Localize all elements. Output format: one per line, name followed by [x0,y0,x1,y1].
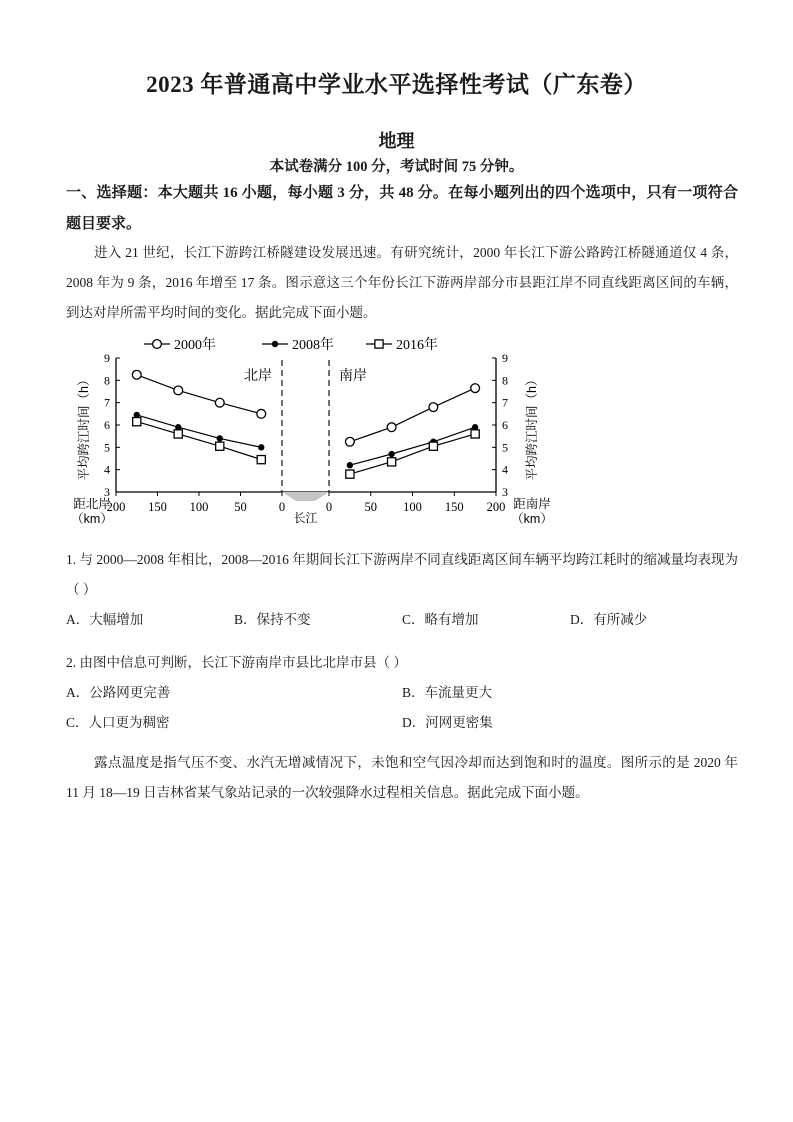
right-y-tick-label: 3 [502,485,508,499]
north-point-2016年 [216,442,224,450]
chart-canvas [66,330,738,542]
right-y-tick-label: 7 [502,395,508,410]
left-y-tick-label: 5 [104,440,110,455]
left-y-tick-label: 8 [104,373,110,388]
right-x-tick-label: 100 [403,500,422,514]
right-y-tick-label: 9 [502,351,508,365]
north-point-2008年 [217,436,222,441]
question-1 [66,545,738,635]
south-point-2016年 [346,470,354,478]
question-2-option-a[interactable]: A．公路网更完善 [66,685,171,700]
question-1-number: 1. [66,552,77,567]
north-point-2016年 [133,418,141,426]
south-point-2016年 [388,458,396,466]
question-2-options-row-1 [66,678,738,708]
right-x-axis-title-line2: （km） [511,512,553,526]
left-x-tick-label: 200 [106,500,126,514]
right-y-tick-label: 6 [502,418,508,432]
left-x-axis-title-line2: （km） [71,512,113,526]
south-point-2000年 [387,423,396,432]
subject-title: 地理 [378,130,415,151]
question-2-option-c[interactable]: C．人口更为稠密 [66,715,170,730]
south-point-2016年 [471,430,479,438]
left-x-tick-label: 50 [234,500,247,514]
north-bank-label: 北岸 [244,367,272,383]
north-series-line-2008年 [137,415,261,447]
question-1-body: 与 2000—2008 年相比，2008—2016 年期间长江下游两岸不同直线距离区间车辆平均跨江耗时的缩减量均表现为（ ） [66,552,739,597]
legend-label-2008年: 2008年 [292,338,334,353]
passage-stem-2: 露点温度是指气压不变、水汽无增减情况下，未饱和空气因冷却而达到饱和时的温度。图所示的是 2020 年 11 月 18—19 日吉林省某气象站记录的一次较强降水过程相关信息。据此完成下面小题。 [66,755,738,800]
south-series-line-2008年 [350,427,475,465]
north-point-2008年 [259,445,264,450]
question-2-text [66,648,738,678]
right-y-tick-label: 8 [502,373,508,388]
north-point-2000年 [132,370,141,379]
left-x-tick-label: 0 [278,500,286,514]
left-y-tick-label: 7 [104,395,110,410]
south-point-2008年 [347,463,352,468]
north-point-2000年 [215,398,224,407]
question-2-options-row-2 [66,708,738,738]
north-point-2016年 [174,430,182,438]
left-x-tick-label: 150 [148,500,167,514]
left-y-tick-label: 9 [104,351,110,365]
north-point-2008年 [134,412,139,417]
south-point-2000年 [429,403,438,412]
south-point-2008年 [389,451,394,456]
score-time-line: 本试卷满分 100 分，考试时间 75 分钟。 [269,159,524,175]
question-2-option-d[interactable]: D．河网更密集 [402,715,493,730]
right-x-tick-label: 200 [486,500,506,514]
south-point-2008年 [472,425,477,430]
north-point-2000年 [257,409,266,418]
south-point-2016年 [429,442,437,450]
left-y-tick-label: 6 [104,418,110,432]
figure-crossing-time-chart [66,330,738,542]
left-x-tick-label: 100 [189,500,209,514]
south-point-2000年 [345,437,354,446]
north-point-2008年 [176,425,181,430]
question-2-body: 由图中信息可判断，长江下游南岸市县比北岸市县（ ） [79,655,407,670]
legend-marker-2016年 [375,340,383,348]
right-x-tick-label: 50 [364,500,377,514]
north-point-2016年 [257,456,265,464]
north-series-line-2016年 [137,422,261,460]
right-y-tick-label: 5 [502,440,508,455]
right-x-tick-label: 0 [325,500,333,514]
question-2 [66,648,738,738]
legend-marker-2008年 [272,341,277,346]
question-1-option-a[interactable]: A．大幅增加 [66,612,144,627]
north-point-2000年 [174,386,183,395]
south-point-2000年 [471,384,480,393]
question-1-text [66,545,738,605]
right-x-axis-title-line1: 距南岸 [513,497,551,511]
question-1-options [66,605,738,635]
south-series-line-2016年 [350,434,475,474]
question-1-option-c[interactable]: C．略有增加 [402,612,479,627]
left-axis-title: 平均跨江时间（h） [77,373,91,481]
south-bank-label: 南岸 [339,367,367,383]
river-label: 长江 [293,511,318,525]
question-2-option-b[interactable]: B．车流量更大 [402,685,493,700]
passage-stem-1: 进入 21 世纪，长江下游跨江桥隧建设发展迅速。有研究统计，2000 年长江下游公路跨江桥隧通道仅 4 条，2008 年为 9 条，2016 年增至 17 条。图示意这三个年份长江下游两岸部分市县距江岸不同直线距离区间的车辆，到达对岸所需平均时间的变化。据此完成下面小题。 [66,245,738,320]
question-1-option-d[interactable]: D．有所减少 [570,612,648,627]
legend-label-2000年: 2000年 [174,338,216,353]
left-y-tick-label: 3 [104,485,110,499]
page-title: 2023 年普通高中学业水平选择性考试（广东卷） [146,72,647,97]
legend-label-2016年: 2016年 [396,338,438,353]
north-series-line-2000年 [137,375,261,414]
right-y-tick-label: 4 [502,462,508,477]
legend-marker-2000年 [153,340,162,349]
left-x-axis-title-line1: 距北岸 [73,497,111,511]
question-2-number: 2. [66,655,77,670]
left-y-tick-label: 4 [104,462,110,477]
right-axis-title: 平均跨江时间（h） [525,373,539,481]
right-x-tick-label: 150 [444,500,464,514]
river-shape [282,492,329,501]
section-heading: 一、选择题：本大题共 16 小题，每小题 3 分，共 48 分。在每小题列出的四个选项中，只有一项符合题目要求。 [66,185,738,232]
question-1-option-b[interactable]: B．保持不变 [234,612,311,627]
